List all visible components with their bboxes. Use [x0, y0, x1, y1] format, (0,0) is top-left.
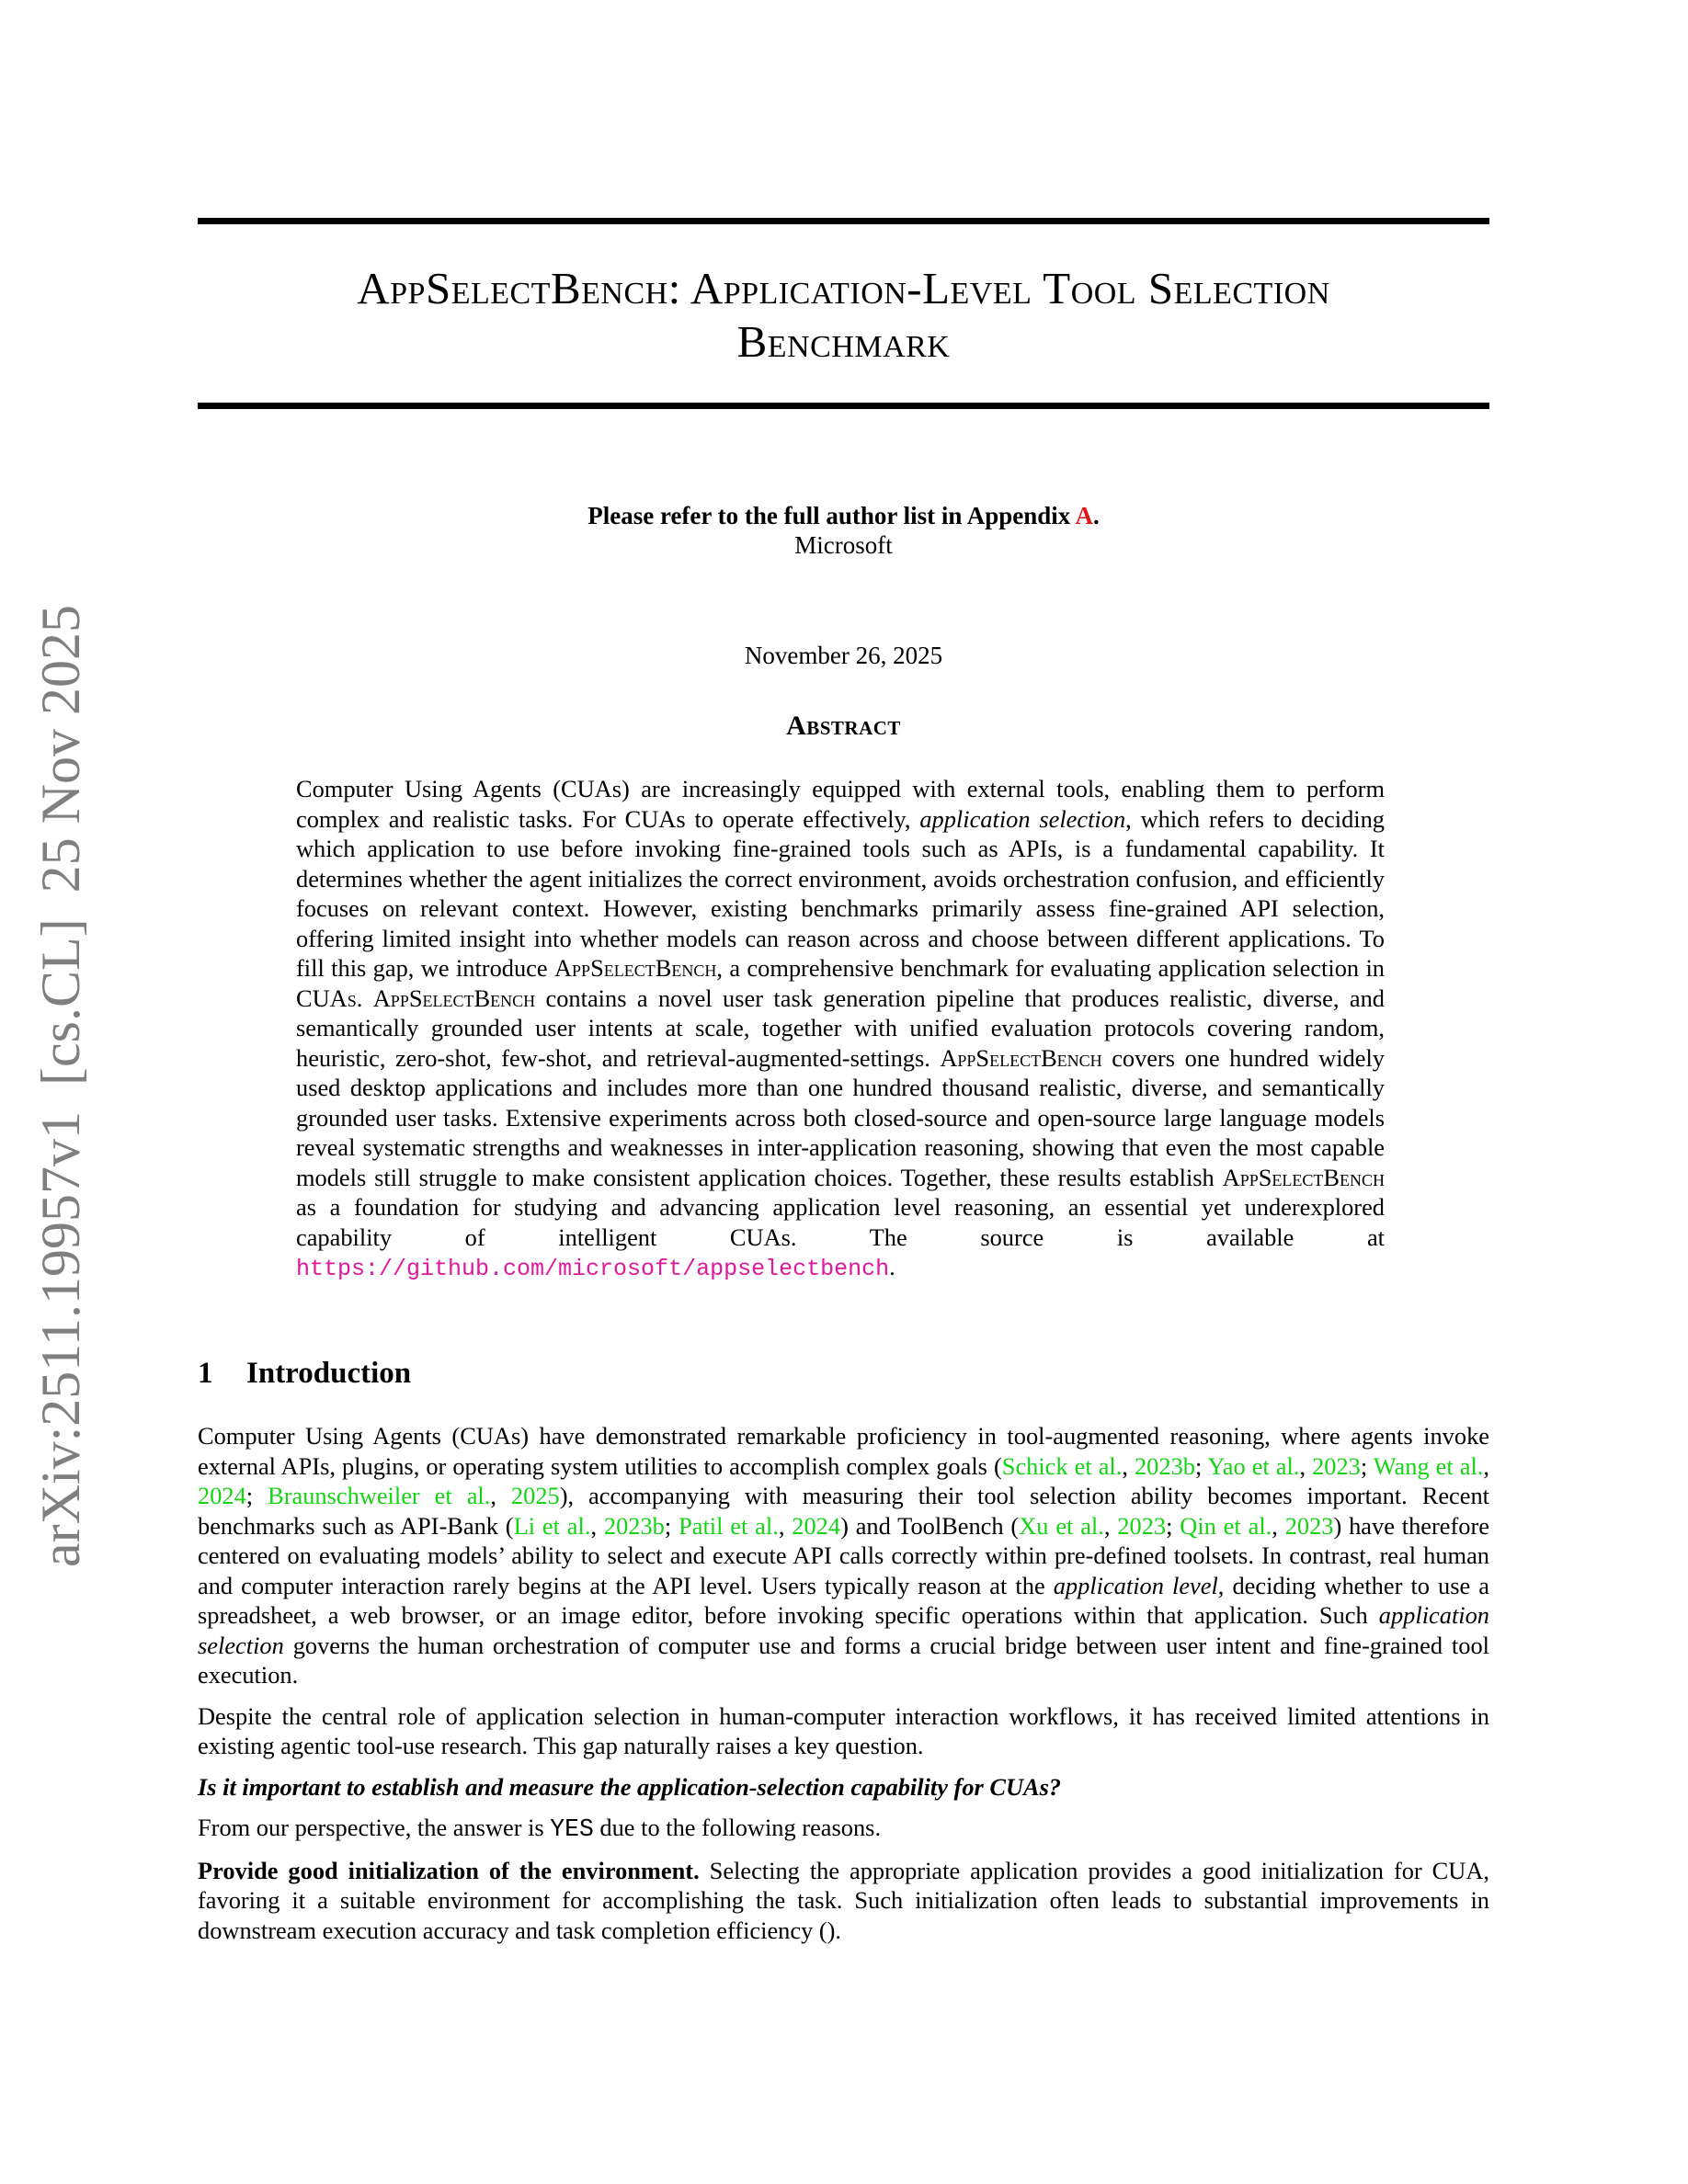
arxiv-category: [cs.CL] [30, 918, 91, 1086]
body-text: due to the following reasons. [593, 1814, 882, 1841]
abstract-text: contains a novel user task generation pipeline that produces realistic, diverse, and semantically grounded user intents at scale, together with unified evaluation protocols covering random, heuristic, zero-shot, few-shot, and retrieval-augmented-settings. [296, 984, 1386, 1072]
section-title: Introduction [246, 1357, 412, 1390]
abstract-smallcaps: CUAs [296, 984, 357, 1012]
reason-title: Provide good initialization of the environment. [198, 1856, 700, 1884]
title-line-1: AppSelectBench: Application-Level Tool Selection [357, 263, 1330, 313]
benchmark-name: AppSelectBench [1222, 1163, 1385, 1191]
benchmark-name: AppSelectBench [372, 984, 536, 1012]
arxiv-id: arXiv:2511.19957v1 [30, 1110, 91, 1567]
body-text: ), accompanying with measuring their tool selection ability becomes important. Recent benchmarks such as API-Bank ( [198, 1482, 1489, 1540]
citation-link[interactable]: Li et al. [513, 1511, 591, 1540]
citation-year-link[interactable]: 2025 [510, 1482, 560, 1509]
citation-year-link[interactable]: 2023 [1312, 1451, 1361, 1480]
answer-yes: YES [550, 1815, 594, 1843]
benchmark-name: AppSelectBench [553, 954, 717, 982]
author-block [198, 501, 1489, 560]
abstract-emphasis: application selection [919, 804, 1126, 833]
abstract-text: , a comprehensive benchmark for evaluating application selection in [716, 954, 1385, 982]
abstract-text: covers one hundred widely used desktop applications and includes more than one hundred thousand realistic, diverse, and semantically grounded user tasks. Extensive experiments across both closed-source and open-source large language models reveal systematic strengths and weaknesses in inter-application reasoning, showing that even the most capable models still struggle to make consistent application choices. Together, these results establish [296, 1043, 1385, 1191]
paper-title [198, 262, 1489, 369]
citation-link[interactable]: Yao et al. [1207, 1451, 1300, 1480]
citation-link[interactable]: Xu et al. [1019, 1511, 1104, 1540]
body-text: Computer Using Agents (CUAs) have demonstrated remarkable proficiency in tool-augmented reasoning, where agents invoke external APIs, plugins, or operating system utilities to accomplish complex goals ( [198, 1422, 1489, 1480]
section-number: 1 [198, 1357, 213, 1390]
intro-answer [198, 1813, 1489, 1845]
abstract-body [296, 774, 1385, 1285]
github-link[interactable]: https://github.com/microsoft/appselectbench [296, 1256, 890, 1282]
arxiv-stamp [30, 579, 91, 1567]
body-text: ) and ToolBench ( [840, 1511, 1020, 1540]
key-question: Is it important to establish and measure the application-selection capability for CUAs? [198, 1772, 1062, 1801]
abstract-text: . [889, 1253, 895, 1280]
citation-year-link[interactable]: 2023b [603, 1511, 665, 1540]
citation-link[interactable]: Qin et al. [1180, 1511, 1272, 1540]
citation-link[interactable]: Braunschweiler et al. [268, 1482, 491, 1509]
citation-year-link[interactable]: 2024 [792, 1511, 841, 1540]
title-rule-top [198, 218, 1489, 224]
citation-link[interactable]: Wang et al. [1373, 1451, 1484, 1480]
body-text: governs the human orchestration of computer use and forms a crucial bridge between user intent and fine-grained tool execution. [198, 1631, 1489, 1689]
body-text: ) have therefore centered on evaluating models’ ability to select and execute API calls correctly within pre-defined toolsets. In contrast, real human and computer interaction rarely begins at the API level. Users typically reason at the [198, 1511, 1490, 1599]
benchmark-name: AppSelectBench [940, 1043, 1102, 1072]
appendix-link[interactable]: A [1075, 502, 1094, 529]
title-rule-bottom [198, 403, 1489, 409]
citation-year-link[interactable]: 2023b [1134, 1451, 1195, 1480]
author-note [198, 501, 1489, 530]
intro-paragraph-1: Computer Using Agents (CUAs) have demonstrated remarkable proficiency in tool-augmented reasoning, where agents invoke external APIs, plugins, or operating system utilities to accomplish complex goals (Schick et al., 2023b; Yao et al., 2023; Wang et al., 2024; Braunschweiler et al., 2025), accompanying with measuring their tool selection ability becomes important. Recent benchmarks such as API-Bank (Li et al., 2023b; Patil et al., 2024) and ToolBench (Xu et al., 2023; Qin et al., 2023) have therefore centered on evaluating models’ ability to select and execute API calls correctly within pre-defined toolsets. In contrast, real human and computer interaction rarely begins at the API level. Users typically reason at the application level, deciding whether to use a spreadsheet, a web browser, or an image editor, before invoking specific operations within that application. Such application selection governs the human orchestration of computer use and forms a crucial bridge between user intent and fine-grained tool execution. [198, 1422, 1490, 1689]
body-text: , deciding whether to use a spreadsheet, a web browser, or an image editor, before invoking specific operations within that application. Such [198, 1571, 1489, 1629]
body-emphasis: application level [1053, 1571, 1218, 1599]
citation-year-link[interactable]: 2023 [1117, 1511, 1167, 1540]
abstract-text: as a foundation for studying and advancing application level reasoning, an essential yet underexplored capability of intelligent CUAs. The source is available at [296, 1193, 1385, 1251]
body-emphasis: application selection [198, 1601, 1489, 1659]
intro-paragraph-2: Despite the central role of application selection in human-computer interaction workflows, it has received limited attentions in existing agentic tool-use research. This gap naturally raises a key question. [198, 1701, 1489, 1759]
section-heading-introduction [198, 1355, 411, 1392]
body-text: Selecting the appropriate application provides a good initialization for CUA, favoring it a suitable environment for accomplishing the task. Such initialization often leads to substantial improvements in downstream execution accuracy and task completion efficiency (). [198, 1856, 1489, 1944]
citation-link[interactable]: Patil et al. [679, 1511, 779, 1540]
arxiv-date: 25 Nov 2025 [30, 604, 91, 893]
body-text: From our perspective, the answer is [198, 1814, 551, 1841]
citation-year-link[interactable]: 2023 [1284, 1511, 1334, 1540]
citation-link[interactable]: Schick et al. [1001, 1451, 1123, 1480]
abstract-text: Computer Using Agents (CUAs) are increasingly equipped with external tools, enabling them to perform complex and realistic tasks. For CUAs to operate effectively, [296, 775, 1385, 833]
citation-year-link[interactable]: 2024 [198, 1482, 246, 1509]
abstract-text: . [356, 984, 373, 1012]
abstract-text: , which refers to deciding which application to use before invoking fine-grained tools such as APIs, is a fundamental capability. It determines whether the agent initializes the correct environment, avoids orchestration confusion, and efficiently focuses on relevant context. However, existing benchmarks primarily assess fine-grained API selection, offering limited insight into whether models can reason across and choose between different applications. To fill this gap, we introduce [296, 804, 1386, 982]
abstract-heading: Abstract [786, 711, 901, 741]
introduction-body [198, 1421, 1489, 1956]
reason-paragraph-1 [198, 1856, 1489, 1946]
author-note-prefix: Please refer to the full author list in Appendix [587, 502, 1076, 529]
publication-date: November 26, 2025 [744, 642, 943, 669]
title-line-2: Benchmark [736, 316, 951, 367]
affiliation: Microsoft [794, 531, 893, 559]
author-note-suffix: . [1093, 502, 1100, 529]
